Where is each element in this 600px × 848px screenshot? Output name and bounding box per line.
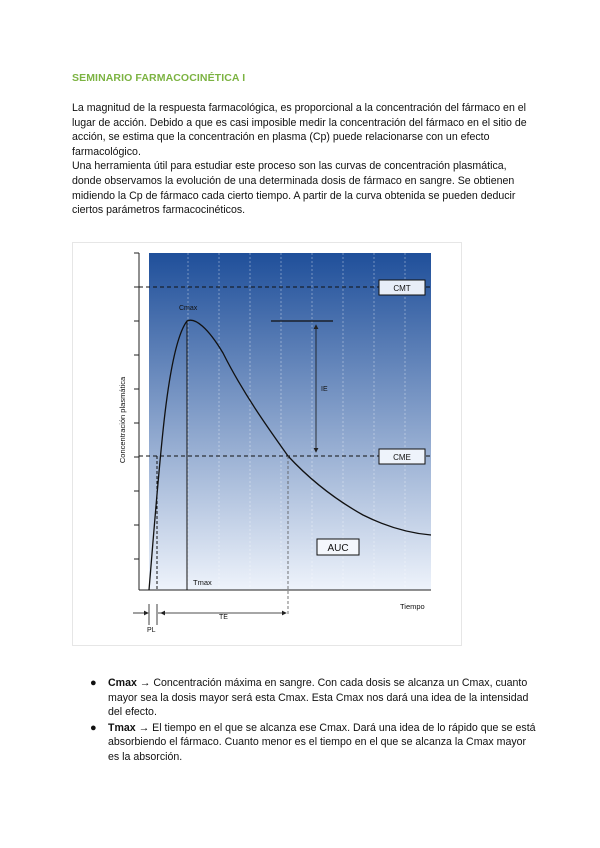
intro-paragraph-2: Una herramienta útil para estudiar este proceso son las curvas de concentración plasmática, donde observamos la evolución de una determinada dosis de fármaco en sangre. Se obtienen midiendo la Cp de fármaco cada cierto tiempo. A partir de la curva obtenida se pueden deducir ciertos parámetros farmacocinéticos. [72,160,516,217]
auc-label: AUC [327,543,349,554]
concentration-curve-svg [73,243,461,645]
y-axis-label: Concentración plasmática [118,376,127,464]
bullet-term-cmax: Cmax [108,677,137,689]
plot-area [149,253,431,590]
x-axis-label: Tiempo [400,602,425,611]
cmax-label: Cmax [179,305,198,312]
bullet-dot-icon: ● [90,721,97,734]
document-title: SEMINARIO FARMACOCINÉTICA I [72,72,246,84]
bullet-text-tmax: → El tiempo en el que se alcanza ese Cmax. Dará una idea de lo rápido que se está absorbiendo el fármaco. Cuanto menor es el tiempo en el que se alcanza la Cmax mayor es la absorción. [108,721,536,763]
intro-text [72,101,532,218]
intro-paragraph-1: La magnitud de la respuesta farmacológica, es proporcional a la concentración del fármaco en el lugar de acción. Debido a que es casi imposible medir la concentración del fármaco en el sitio de acción, se estima que la concentración en plasma (Cp) puede relacionarse con un efecto farmacológico. [72,102,527,158]
bullet-text-cmax: → Concentración máxima en sangre. Con cada dosis se alcanza un Cmax, cuanto mayor sea la dosis mayor será esta Cmax. Esta Cmax nos dará una idea de la intensidad del efecto. [108,677,529,719]
y-axis-ticks [134,253,139,559]
cmt-label: CMT [393,284,411,293]
bullet-list [88,676,538,766]
list-item-cmax [88,676,538,720]
pl-label: PL [147,627,156,634]
cme-label: CME [393,453,411,462]
bullet-dot-icon: ● [90,677,97,689]
te-label: TE [219,614,228,621]
list-item-tmax [88,721,538,765]
bullet-term-tmax: Tmax [108,721,136,734]
concentration-curve-figure [72,242,462,646]
tmax-label: Tmax [193,578,212,587]
ie-label: IE [321,386,328,393]
